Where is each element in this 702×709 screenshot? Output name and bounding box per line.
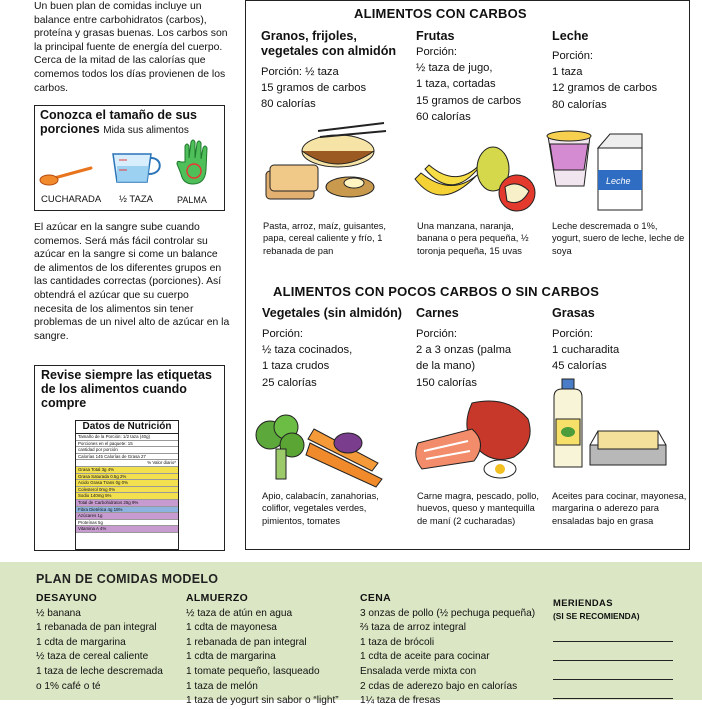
meal-item: ½ taza de atún en agua xyxy=(186,607,293,619)
nutrition-line: % Valor diario* xyxy=(76,460,178,467)
nutrition-line: Porciones en el paquete: 15 xyxy=(76,441,178,448)
meats-line: de la mano) xyxy=(416,360,476,373)
meal-item: 1 rebanada de pan integral xyxy=(186,636,307,648)
nutrition-facts-label xyxy=(75,420,179,550)
snack-writing-line[interactable] xyxy=(553,642,673,661)
meal-item: 1 tomate pequeño, lasqueado xyxy=(186,665,320,677)
fruits-line: 15 gramos de carbos xyxy=(416,94,522,107)
vegetables-caption: Apio, calabacín, zanahorias, coliflor, vegetales verdes, pimientos, tomates xyxy=(262,491,379,526)
nutrition-line: Sodio 140mg 5% xyxy=(76,493,178,500)
meal-item: 3 onzas de pollo (½ pechuga pequeña) xyxy=(360,607,536,619)
meal-item: 2 cdas de aderezo bajo en calorías xyxy=(360,680,518,692)
nutrition-line: Total de Carbohidratos 25g 9% xyxy=(76,500,178,507)
lowcarbs-col-fats xyxy=(552,306,687,375)
meal-item: 1 taza de melón xyxy=(186,680,258,692)
vegetables-line: ½ taza cocinados, xyxy=(262,344,353,357)
meal-dinner xyxy=(360,592,545,709)
lowcarbs-col-meats xyxy=(416,306,546,391)
nutrition-line: Colesterol 0mg 0% xyxy=(76,487,178,494)
milk-line: 80 calorías xyxy=(552,98,607,111)
fruits-line: 1 taza, cortadas xyxy=(416,78,496,91)
snacks-heading: MERIENDAS xyxy=(553,597,613,608)
grains-caption: Pasta, arroz, maíz, guisantes, papa, cereal caliente y frío, 1 rebanada de pan xyxy=(263,221,386,256)
carbs-title: ALIMENTOS CON CARBOS xyxy=(354,6,527,21)
meats-line: 150 calorías xyxy=(416,376,477,389)
nutrition-line: Vitamina A 4% xyxy=(76,526,178,533)
meal-item: ⅔ taza de arroz integral xyxy=(360,622,467,634)
meal-item: 1 taza de leche descremada xyxy=(36,665,163,677)
milk-line: 12 gramos de carbos xyxy=(552,82,658,95)
dinner-heading: CENA xyxy=(360,593,392,604)
portion-label-taza: ½ TAZA xyxy=(119,194,153,205)
nutrition-line: Tamaño de la Porción: 1/2 taza (40g) xyxy=(76,434,178,441)
portion-box-title: Conozca el tamaño de sus porciones Mida sus alimentos xyxy=(40,108,197,136)
milk-line: 1 taza xyxy=(552,66,583,79)
nutrition-line: Azúcares 1g xyxy=(76,513,178,520)
grains-line: Porción: ½ taza xyxy=(261,66,339,78)
fats-caption: Aceites para cocinar, mayonesa, margarina o aderezo para ensaladas bajo en grasa xyxy=(552,491,687,526)
vegetables-line: Porción: xyxy=(262,328,304,340)
meal-item: 1 cdta de margarina xyxy=(36,636,126,648)
nutrition-line: Proteínas 5g xyxy=(76,520,178,527)
milk-line: Porción: xyxy=(552,50,594,62)
snacks-subheading: (SI SE RECOMIENDA) xyxy=(553,610,640,621)
meal-item: Ensalada verde mixta con xyxy=(360,665,477,677)
meal-item: 1 taza de yogurt sin sabor o “light” xyxy=(186,695,339,707)
fats-line: 1 cucharadita xyxy=(552,344,620,357)
nutrition-line: Acido Grasa Trans 0g 0% xyxy=(76,480,178,487)
grains-heading: Granos, frijoles, vegetales con almidón xyxy=(261,29,397,58)
vegetables-icon xyxy=(248,413,388,489)
meal-item: ½ taza de cereal caliente xyxy=(36,651,149,663)
meal-snacks xyxy=(553,596,683,699)
carbs-col-fruits xyxy=(416,29,546,125)
nutrition-line: cantidad por porción xyxy=(76,447,178,454)
meats-icon xyxy=(412,399,542,483)
portion-box-subtitle: Mida sus alimentos xyxy=(103,125,189,136)
meal-plan-title: PLAN DE COMIDAS MODELO xyxy=(36,572,219,586)
meal-lunch xyxy=(186,592,356,709)
nutrition-line: Grasa Total 3g 4% xyxy=(76,467,178,474)
carbs-panel xyxy=(245,0,690,550)
meal-item: ½ banana xyxy=(36,607,81,619)
portion-size-box xyxy=(34,105,225,211)
fruits-heading: Frutas xyxy=(416,29,455,43)
portion-label-palma: PALMA xyxy=(177,195,207,205)
meats-heading: Carnes xyxy=(416,306,459,320)
meal-item: 1 cdta de aceite para cocinar xyxy=(360,651,490,663)
snack-writing-line[interactable] xyxy=(553,661,673,680)
portion-label-cuchara: CUCHARADA xyxy=(41,194,102,205)
fats-heading: Grasas xyxy=(552,306,595,320)
nutrition-title: Datos de Nutrición xyxy=(76,421,178,434)
nutrition-line: Calorías 145 Calorías de Grasa 27 xyxy=(76,454,178,461)
meal-plan-section xyxy=(0,562,702,707)
lowcarbs-title: ALIMENTOS CON POCOS CARBOS O SIN CARBOS xyxy=(273,284,600,299)
intro-paragraph-2: El azúcar en la sangre sube cuando comemos. Será más fácil controlar su azúcar en la sangre si come un balance de alimentos de los diferentes grupos en las cantidades correctas (porciones). Así obtendrá el azúcar que su cuerpo necesita de los alimentos sin tener problemas de un nivel alto de azúcar en la sangre. xyxy=(34,222,230,342)
milk-caption: Leche descremada o 1%, yogurt, suero de leche, leche de soya xyxy=(552,221,685,256)
meats-caption: Carne magra, pescado, pollo, huevos, queso y mantequilla de maní (2 cucharadas) xyxy=(417,491,539,526)
label-box-title: Revise siempre las etiquetas de los alimentos cuando compre xyxy=(41,368,212,410)
fruits-icon xyxy=(411,139,541,219)
grains-line: 15 gramos de carbos xyxy=(261,82,367,95)
fats-line: 45 calorías xyxy=(552,360,607,373)
nutrition-line: Grasa Saturada 0.5g 2% xyxy=(76,474,178,481)
vegetables-heading: Vegetales (sin almidón) xyxy=(262,306,402,320)
meats-line: Porción: xyxy=(416,328,458,340)
lowcarbs-col-vegetables xyxy=(262,306,407,391)
vegetables-line: 1 taza crudos xyxy=(262,360,330,373)
breakfast-heading: DESAYUNO xyxy=(36,593,98,604)
measuring-cup-icon xyxy=(105,140,165,186)
palm-icon xyxy=(175,138,215,190)
fruits-line: 60 calorías xyxy=(416,110,471,123)
lunch-heading: ALMUERZO xyxy=(186,593,249,604)
meats-line: 2 a 3 onzas (palma xyxy=(416,344,512,357)
fruits-line: ½ taza de jugo, xyxy=(416,62,493,75)
fats-line: Porción: xyxy=(552,328,594,340)
snack-writing-line[interactable] xyxy=(553,680,673,699)
nutrition-line: Fibra Dietética 4g 15% xyxy=(76,507,178,514)
milk-yogurt-icon xyxy=(546,126,656,216)
fruits-caption: Una manzana, naranja, banana o pera pequeña, ½ toronja pequeña, 15 uvas xyxy=(417,221,529,256)
milk-carton-label: Leche xyxy=(606,176,631,186)
meal-item: 1 cdta de margarina xyxy=(186,651,276,663)
carbs-col-grains xyxy=(261,29,411,113)
fruits-line: Porción: xyxy=(416,46,458,58)
grains-food-icon xyxy=(258,121,388,221)
carbs-col-milk xyxy=(552,29,687,113)
meal-item: o 1% café o té xyxy=(36,680,101,692)
fats-oil-icon xyxy=(546,379,681,475)
meal-item: 1¼ taza de fresas xyxy=(360,695,441,707)
intro-paragraph: Un buen plan de comidas incluye un balance entre carbohidratos (carbos), proteína y grasas buenas. Los carbos son la principal fuente de energía del cuerpo. Cerca de la mitad de las calorías que comemos todos los días provienen de los carbos. xyxy=(34,1,228,94)
meal-item: 1 taza de brócoli xyxy=(360,636,435,648)
milk-heading: Leche xyxy=(552,29,589,43)
snack-writing-line[interactable] xyxy=(553,623,673,642)
meal-item: 1 rebanada de pan integral xyxy=(36,622,157,634)
food-label-box xyxy=(34,365,225,551)
meal-breakfast xyxy=(36,592,186,694)
grains-line: 80 calorías xyxy=(261,98,316,111)
spoon-icon xyxy=(37,144,97,188)
vegetables-line: 25 calorías xyxy=(262,376,317,389)
meal-item: 1 cdta de mayonesa xyxy=(186,622,277,634)
